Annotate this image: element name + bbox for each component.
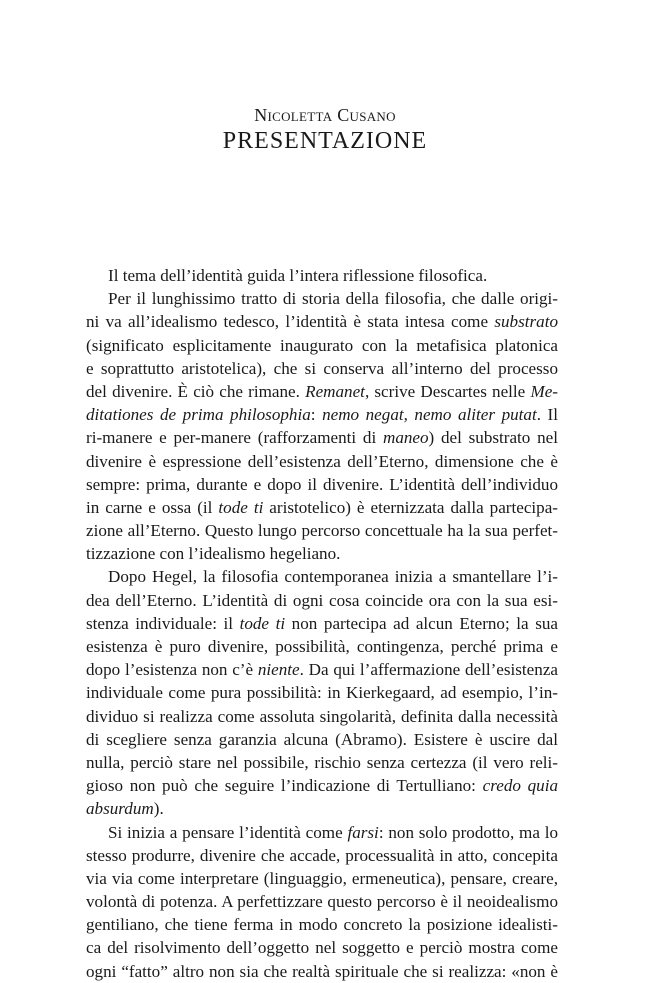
- text-segment: esistenza è puro divenire, possibilità, contingenza, perché prima e: [86, 637, 558, 656]
- text-line: [86, 542, 558, 565]
- italic-segment: Remanet: [305, 381, 365, 401]
- text-segment: Si inizia a pensare l’identità come: [108, 822, 348, 842]
- text-segment: del divenire. È ciò che rimane.: [86, 381, 306, 401]
- text-segment: dopo l’esistenza non c’è: [86, 660, 258, 680]
- italic-segment: credo quia: [482, 776, 558, 796]
- text-segment: ) del substrato nel: [428, 428, 558, 448]
- text-line: [86, 612, 558, 635]
- text-line: [86, 589, 558, 612]
- text-segment: sempre: prima, durante e dopo il divenire. L’identità dell’individuo: [86, 474, 558, 494]
- text-segment: dea dell’Eterno. L’identità di ogni cosa coincide ora con la sua esi-: [86, 590, 558, 610]
- text-segment: dividuo si realizza come assoluta singolarità, definita dalla necessità: [86, 706, 558, 726]
- italic-segment: tode ti: [218, 497, 264, 517]
- text-segment: divenire è espressione dell’esistenza dell’Eterno, dimensione che è: [86, 451, 558, 471]
- text-segment: individuale come pura possibilità: in Kierkegaard, ad esempio, l’in-: [86, 683, 558, 703]
- text-line: [86, 728, 558, 751]
- italic-segment: ditationes de prima philosophia: [86, 405, 311, 425]
- text-segment: stenza individuale: il: [86, 613, 240, 633]
- text-line: [86, 844, 558, 867]
- text-line: [86, 519, 558, 542]
- text-segment: non partecipa ad alcun Eterno; la sua: [285, 613, 559, 633]
- text-line: [86, 705, 558, 728]
- author-name: Nicoletta Cusano: [254, 105, 396, 125]
- text-segment: volontà di potenza. A perfettizzare questo percorso è il neoidealismo: [86, 892, 558, 912]
- text-segment: aristotelico) è eternizzata dalla partecipa-: [263, 497, 558, 517]
- text-segment: ).: [153, 799, 164, 819]
- italic-segment: maneo: [382, 428, 429, 448]
- text-line: [86, 797, 558, 820]
- text-line: [86, 473, 558, 496]
- text-segment: e soprattutto aristotelica), che si conserva all’interno del processo: [86, 358, 558, 378]
- italic-segment: farsi: [347, 822, 379, 842]
- text-segment: ca del risolvimento dell’oggetto nel soggetto e perciò mostra come: [86, 938, 558, 958]
- text-line: [86, 426, 558, 449]
- text-line: [86, 496, 558, 519]
- text-segment: . Da qui l’affermazione dell’esistenza: [299, 660, 558, 680]
- text-line: [86, 310, 558, 333]
- text-line: [86, 565, 558, 588]
- text-segment: . Il: [536, 405, 558, 425]
- italic-segment: substrato: [494, 312, 558, 332]
- text-segment: zione all’Eterno. Questo lungo percorso concettuale ha la sua perfet-: [86, 521, 558, 541]
- text-line: [86, 681, 558, 704]
- italic-segment: nemo negat, nemo aliter putat: [322, 405, 537, 425]
- text-line: [86, 890, 558, 913]
- italic-segment: Me-: [530, 381, 558, 401]
- text-segment: : non solo prodotto, ma lo: [378, 822, 558, 842]
- text-line: [86, 287, 558, 310]
- text-segment: nulla, perciò stare nel possibile, rischio senza certezza (il vero reli-: [86, 752, 558, 772]
- italic-segment: absurdum: [86, 799, 154, 819]
- text-segment: (significato esplicitamente inaugurato con la metafisica platonica: [86, 335, 558, 355]
- text-line: [86, 658, 558, 681]
- text-line: [86, 635, 558, 658]
- text-line: [86, 357, 558, 380]
- text-line: [86, 403, 558, 426]
- text-segment: tizzazione con l’idealismo hegeliano.: [86, 544, 341, 564]
- text-segment: Per il lunghissimo tratto di storia della filosofia, che dalle origi-: [108, 289, 558, 309]
- text-line: [86, 264, 558, 287]
- text-segment: stesso produrre, divenire che accade, processualità in atto, concepita: [86, 845, 558, 865]
- text-segment: di scegliere senza garanzia alcuna (Abramo). Esistere è uscire dal: [86, 729, 558, 749]
- italic-segment: tode ti: [239, 613, 286, 633]
- text-segment: in carne e ossa (il: [86, 497, 219, 517]
- text-segment: via via come interpretare (linguaggio, ermeneutica), pensare, creare,: [86, 868, 558, 888]
- body-text: [86, 264, 558, 983]
- text-segment: gioso non può che seguire l’indicazione di Tertulliano:: [86, 776, 483, 796]
- text-line: [86, 960, 558, 983]
- text-line: [86, 380, 558, 403]
- text-segment: ri-manere e per-manere (rafforzamenti di: [86, 428, 383, 448]
- page-title: PRESENTAZIONE: [222, 128, 428, 154]
- text-segment: gentiliano, che tiene ferma in modo concreto la posizione idealisti-: [86, 915, 558, 935]
- text-segment: , scrive Descartes nelle: [364, 381, 531, 401]
- text-segment: ni va all’idealismo tedesco, l’identità è stata intesa come: [86, 312, 495, 332]
- text-line: [86, 450, 558, 473]
- text-line: [86, 821, 558, 844]
- text-line: [86, 334, 558, 357]
- italic-segment: niente: [257, 660, 300, 680]
- text-segment: Dopo Hegel, la filosofia contemporanea inizia a smantellare l’i-: [108, 567, 558, 587]
- text-line: [86, 867, 558, 890]
- text-line: [86, 751, 558, 774]
- text-line: [86, 913, 558, 936]
- text-line: [86, 936, 558, 959]
- text-line: [86, 774, 558, 797]
- text-segment: ogni “fatto” altro non sia che realtà spirituale che si realizza: «non è: [86, 961, 558, 981]
- text-segment: Il tema dell’identità guida l’intera riflessione filosofica.: [108, 266, 488, 285]
- text-segment: :: [310, 405, 323, 425]
